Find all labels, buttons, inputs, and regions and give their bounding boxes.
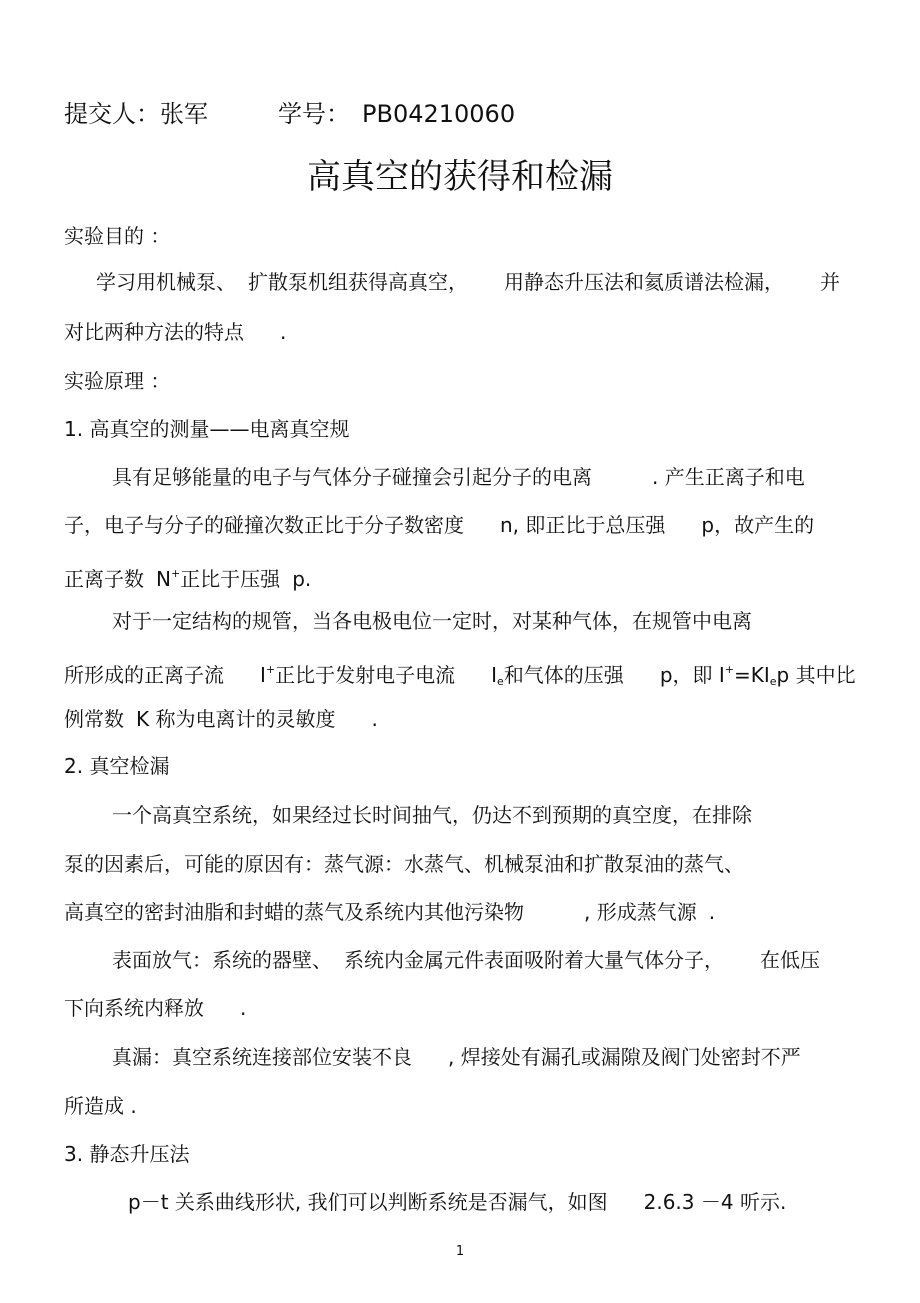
section-1-heading: 1. 高真空的测量——电离真空规 (64, 417, 350, 441)
para3-line1: 一个高真空系统，如果经过长时间抽气，仍达不到预期的真空度，在排除 (112, 803, 752, 827)
para3-line2: 泵的因素后，可能的原因有：蒸气源：水蒸气、机械泵油和扩散泵油的蒸气、 (64, 852, 744, 876)
section-2-heading: 2. 真空检漏 (64, 754, 170, 778)
submitter-line (64, 98, 515, 130)
para2-line1: 对于一定结构的规管，当各电极电位一定时，对某种气体，在规管中电离 (112, 609, 752, 633)
page-number: 1 (455, 1244, 465, 1259)
para6-line1: p－t 关系曲线形状, 我们可以判断系统是否漏气，如图 2.6.3 －4 听示. (128, 1190, 787, 1214)
section-3-heading: 3. 静态升压法 (64, 1142, 190, 1166)
para1-line3: 正离子数 N+正比于压强 p. (64, 567, 312, 591)
purpose-heading: 实验目的 ： (64, 224, 171, 248)
submitter-name: 张军 (160, 100, 208, 128)
para5-line1: 真漏：真空系统连接部位安装不良 , 焊接处有漏孔或漏隙及阀门处密封不严 (112, 1045, 801, 1069)
purpose-line-2: 对比两种方法的特点 . (64, 320, 287, 344)
para3-line3: 高真空的密封油脂和封蜡的蒸气及系统内其他污染物 , 形成蒸气源 . (64, 900, 716, 924)
student-id: PB04210060 (362, 100, 516, 128)
para4-line1: 表面放气：系统的器壁、 系统内金属元件表面吸附着大量气体分子， 在低压 (112, 948, 820, 972)
purpose-line-1: 学习用机械泵、 扩散泵机组获得高真空， 用静态升压法和氦质谱法检漏， 并 (96, 270, 840, 294)
para2-line2: 所形成的正离子流 I+正比于发射电子电流 $I_e$和气体的压强 p，即 $I^+=KI_ep$ 其中比 (64, 663, 856, 688)
principle-heading: 实验原理 ： (64, 369, 171, 393)
student-id-label: 学号： (278, 100, 350, 128)
para2-line3: 例常数 K 称为电离计的灵敏度 . (64, 707, 378, 731)
para1-line1: 具有足够能量的电子与气体分子碰撞会引起分子的电离 . 产生正离子和电 (112, 465, 805, 489)
para4-line2: 下向系统内释放 . (64, 996, 247, 1020)
submitter-label: 提交人： (64, 100, 160, 128)
document-title: 高真空的获得和检漏 (307, 157, 613, 197)
para5-line2: 所造成 . (64, 1094, 137, 1118)
para1-line2: 子，电子与分子的碰撞次数正比于分子数密度 n, 即正比于总压强 p，故产生的 (64, 513, 815, 537)
